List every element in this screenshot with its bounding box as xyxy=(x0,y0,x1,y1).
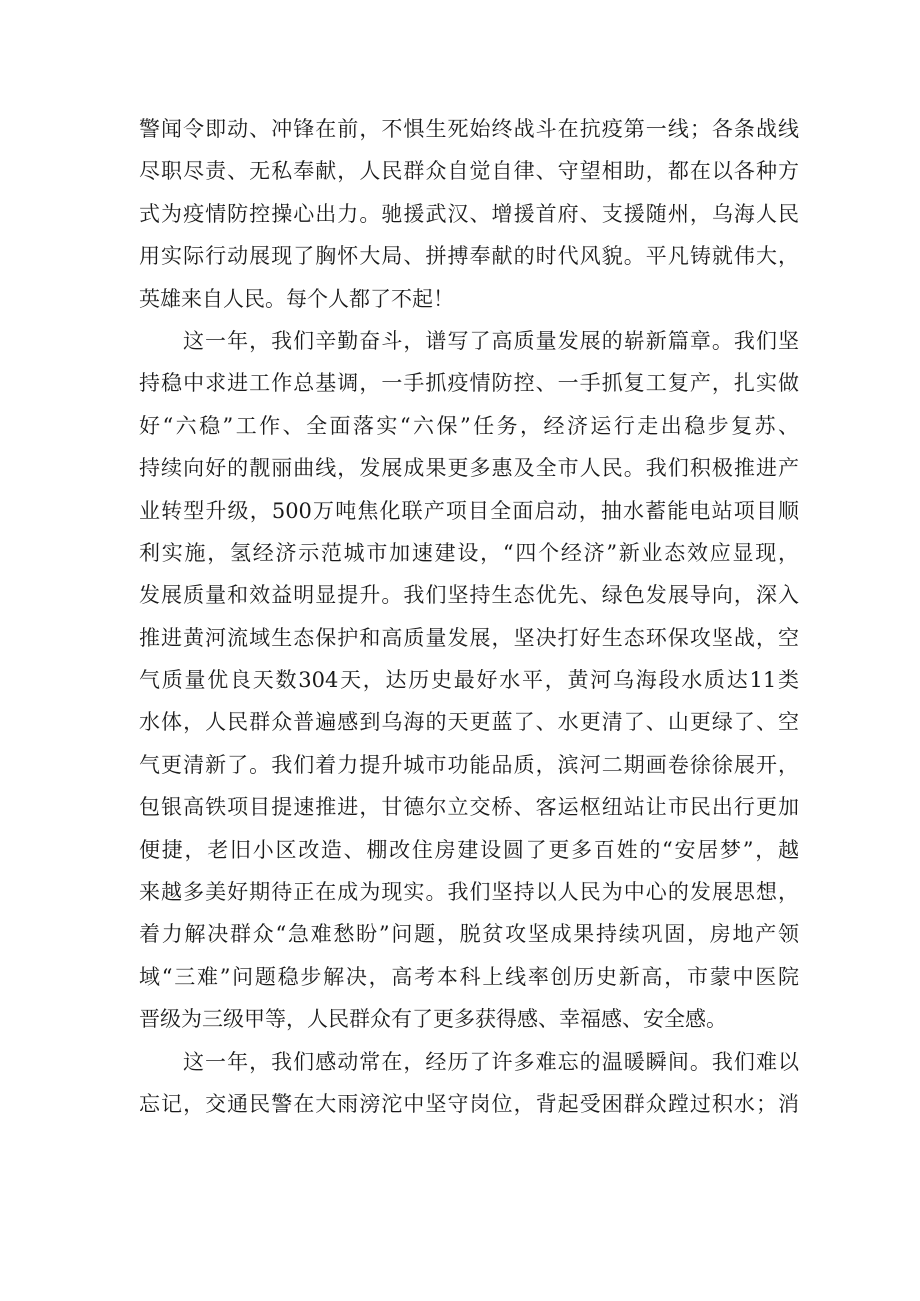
text-line: 业转型升级，500万吨焦化联产项目全面启动，抽水蓄能电站项目顺 xyxy=(139,498,799,523)
text-line: 利实施，氢经济示范城市加速建设，“四个经济”新业态效应显现， xyxy=(139,540,799,565)
text-line: 式为疫情防控操心出力。驰援武汉、增援首府、支援随州，乌海人民 xyxy=(139,201,799,226)
text-line: 警闻令即动、冲锋在前，不惧生死始终战斗在抗疫第一线；各条战线 xyxy=(139,117,799,141)
text-line: 气质量优良天数304天，达历史最好水平，黄河乌海段水质达11类 xyxy=(139,668,799,693)
text-line: 这一年，我们感动常在，经历了许多难忘的温暖瞬间。我们难以 xyxy=(183,1049,799,1074)
text-line: 气更清新了。我们着力提升城市功能品质，滨河二期画卷徐徐展开， xyxy=(139,752,799,777)
text-line: 域“三难”问题稳步解决，高考本科上线率创历史新高，市蒙中医院 xyxy=(139,964,799,989)
document-body xyxy=(139,108,799,1125)
text-line: 忘记，交通民警在大雨滂沱中坚守岗位，背起受困群众蹚过积水；消 xyxy=(139,1091,799,1116)
text-line: 水体，人民群众普遍感到乌海的天更蓝了、水更清了、山更绿了、空 xyxy=(139,710,799,735)
text-line: 用实际行动展现了胸怀大局、拼搏奉献的时代风貌。平凡铸就伟大， xyxy=(139,244,799,269)
text-line: 发展质量和效益明显提升。我们坚持生态优先、绿色发展导向，深入 xyxy=(139,583,799,608)
paragraph xyxy=(139,108,799,320)
text-line: 晋级为三级甲等，人民群众有了更多获得感、幸福感、安全感。 xyxy=(139,1007,727,1032)
text-line: 尽职尽责、无私奉献，人民群众自觉自律、守望相助，都在以各种方 xyxy=(139,159,799,184)
paragraph xyxy=(139,320,799,1041)
text-line: 便捷，老旧小区改造、棚改住房建设圆了更多百姓的“安居梦”，越 xyxy=(139,837,799,862)
text-line: 来越多美好期待正在成为现实。我们坚持以人民为中心的发展思想， xyxy=(139,880,799,905)
text-line: 这一年，我们辛勤奋斗，谱写了高质量发展的崭新篇章。我们坚 xyxy=(183,328,799,353)
text-line: 推进黄河流域生态保护和高质量发展，坚决打好生态环保攻坚战，空 xyxy=(139,625,799,650)
text-line: 持稳中求进工作总基调，一手抓疫情防控、一手抓复工复产，扎实做 xyxy=(139,371,799,396)
text-line: 好“六稳”工作、全面落实“六保”任务，经济运行走出稳步复苏、 xyxy=(139,413,799,438)
text-line: 持续向好的靓丽曲线，发展成果更多惠及全市人民。我们积极推进产 xyxy=(139,456,799,481)
text-line: 包银高铁项目提速推进，甘德尔立交桥、客运枢纽站让市民出行更加 xyxy=(139,795,799,820)
text-line: 英雄来自人民。每个人都了不起！ xyxy=(139,286,454,311)
text-line: 着力解决群众“急难愁盼”问题，脱贫攻坚成果持续巩固，房地产领 xyxy=(139,922,799,947)
paragraph xyxy=(139,1041,799,1126)
